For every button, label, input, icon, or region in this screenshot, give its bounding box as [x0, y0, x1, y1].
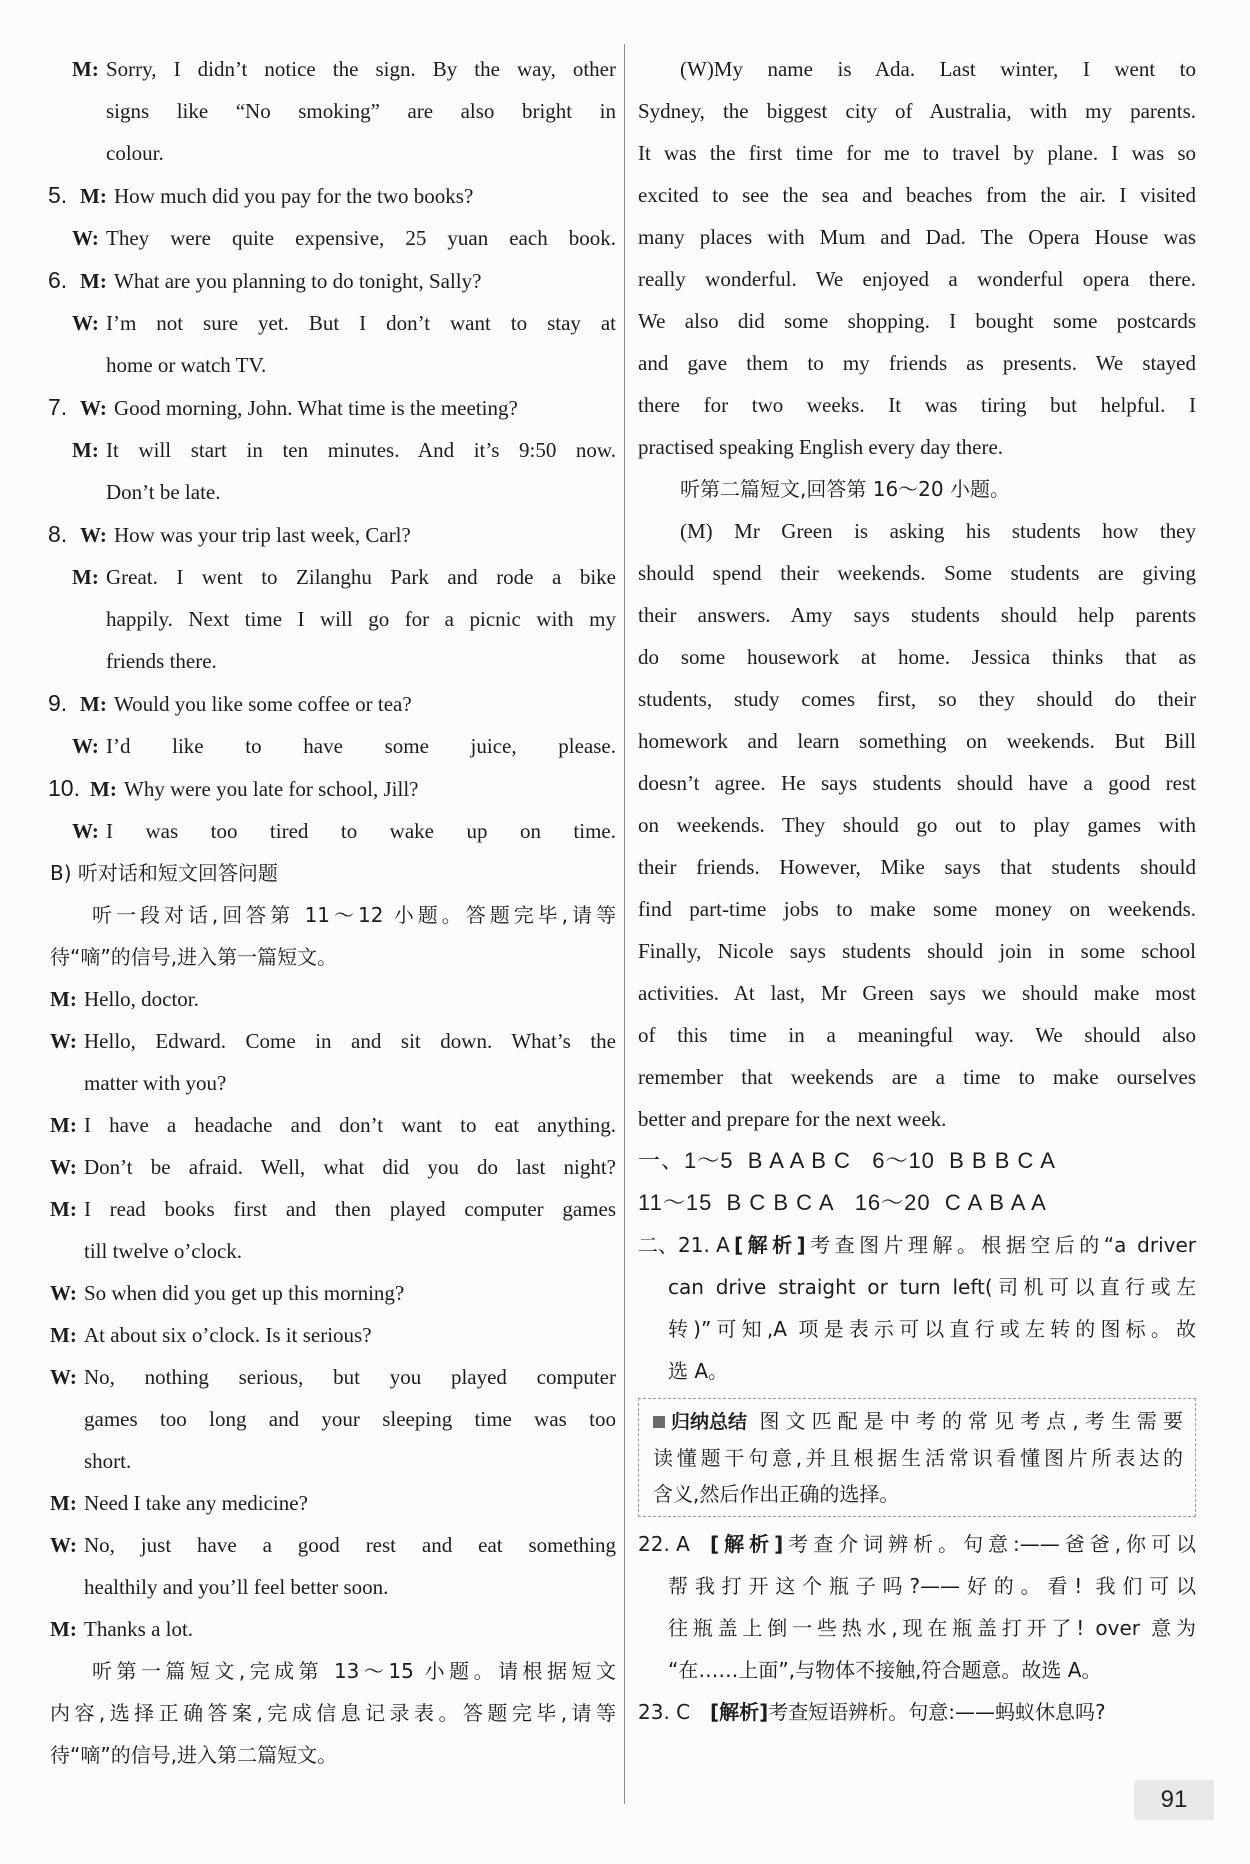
column-divider: [624, 44, 625, 1804]
line-text: So when did you get up this morning?: [84, 1281, 405, 1305]
question-number: 5.: [48, 182, 68, 208]
dialogue-line: [60, 302, 616, 344]
dialogue-line: [48, 513, 616, 556]
line-text: Hello, Edward. Come in and sit down. What’s the: [84, 1029, 616, 1053]
line-text: colour.: [106, 141, 164, 165]
speaker-label: M:: [80, 692, 107, 716]
line-text: B) 听对话和短文回答问题: [50, 861, 278, 885]
passage-line: do some housework at home. Jessica thinks that as: [638, 645, 1196, 669]
dialogue-line: [50, 1104, 616, 1146]
line-text: short.: [84, 1449, 132, 1473]
speaker-label: M:: [72, 57, 99, 81]
line-text: No, nothing serious, but you played computer: [84, 1365, 616, 1389]
passage-line: their answers. Amy says students should help parents: [638, 603, 1196, 627]
summary-icon: [653, 1416, 665, 1428]
passage-line: remember that weekends are a time to make ourselves: [638, 1065, 1196, 1089]
passage-line: activities. At last, Mr Green says we should make most: [638, 981, 1196, 1005]
line-text: Great. I went to Zilanghu Park and rode a bike: [106, 565, 616, 589]
dialogue-line: [50, 852, 616, 894]
line-text: Need I take any medicine?: [84, 1491, 308, 1515]
left-column: [48, 48, 616, 1776]
question-23-label: 23. C: [638, 1700, 691, 1724]
dialogue-line: [48, 174, 616, 217]
dialogue-line: [60, 217, 616, 259]
question-number: 10.: [48, 775, 80, 801]
explanation-line: [解析]考查介词辨析。句意:——爸爸,你可以: [710, 1532, 1196, 1556]
line-text: At about six o’clock. Is it serious?: [84, 1323, 372, 1347]
passage-line: students, study comes first, so they should do their: [638, 687, 1196, 711]
passage-line: better and prepare for the next week.: [638, 1107, 947, 1131]
line-text: games too long and your sleeping time was too: [84, 1407, 616, 1431]
passage-line: and gave them to my friends as presents. We stayed: [638, 351, 1196, 375]
line-text: Good morning, John. What time is the meeting?: [114, 396, 518, 420]
speaker-label: W:: [50, 1155, 77, 1179]
dialogue-line: [60, 1566, 616, 1608]
dialogue-line: [48, 682, 616, 725]
dialogue-line: [50, 1314, 616, 1356]
question-21-explanation: [638, 1224, 1196, 1392]
passage-line: their friends. However, Mike says that students should: [638, 855, 1196, 879]
passage-line: practised speaking English every day there.: [638, 435, 1004, 459]
passage-line: on weekends. They should go out to play games with: [638, 813, 1196, 837]
speaker-label: W:: [72, 226, 99, 250]
dialogue-line: [60, 471, 616, 513]
analysis-tag: [解析]: [710, 1532, 784, 1556]
dialogue-line: [60, 894, 616, 936]
dialogue-line: [50, 1734, 616, 1776]
speaker-label: M:: [50, 1617, 77, 1641]
explanation-line: can drive straight or turn left(司机可以直行或左: [668, 1275, 1196, 1299]
summary-box: [638, 1398, 1196, 1517]
line-text: 待“嘀”的信号,进入第二篇短文。: [50, 1743, 338, 1767]
speaker-label: M:: [90, 777, 117, 801]
question-number: 8.: [48, 521, 68, 547]
speaker-label: M:: [80, 184, 107, 208]
dialogue-line: [60, 132, 616, 174]
question-number: 7.: [48, 394, 68, 420]
right-column: [638, 48, 1196, 1733]
dialogue-line: [48, 259, 616, 302]
passage-line: many places with Mum and Dad. The Opera House was: [638, 225, 1196, 249]
speaker-label: W:: [50, 1365, 77, 1389]
passage-line: (W)My name is Ada. Last winter, I went to: [680, 57, 1196, 81]
summary-line-2: 读懂题干句意,并且根据生活常识看懂图片所表达的: [653, 1446, 1183, 1470]
analysis-tag: [解析]: [734, 1233, 806, 1257]
passage-line: homework and learn something on weekends. But Bill: [638, 729, 1196, 753]
line-text: home or watch TV.: [106, 353, 267, 377]
dialogue-line: [60, 1062, 616, 1104]
passage-line: It was the first time for me to travel by plane. I was so: [638, 141, 1196, 165]
line-text: 听一段对话,回答第 11～12 小题。答题完毕,请等: [92, 903, 616, 927]
line-text: 内容,选择正确答案,完成信息记录表。答题完毕,请等: [50, 1701, 616, 1725]
line-text: I have a headache and don’t want to eat anything.: [84, 1113, 616, 1137]
dialogue-line: [50, 1692, 616, 1734]
dialogue-line: [48, 386, 616, 429]
passage-two: [638, 510, 1196, 1140]
speaker-label: W:: [50, 1533, 77, 1557]
dialogue-line: [60, 1398, 616, 1440]
dialogue-line: [60, 725, 616, 767]
dialogue-line: [50, 1524, 616, 1566]
speaker-label: W:: [72, 819, 99, 843]
question-21-label: 二、21. A: [638, 1233, 730, 1257]
dialogue-line: [50, 1272, 616, 1314]
line-text: I was too tired to wake up on time.: [106, 819, 616, 843]
question-23-line: 考查短语辨析。句意:——蚂蚁休息吗?: [768, 1700, 1106, 1724]
speaker-label: M:: [50, 1197, 77, 1221]
line-text: friends there.: [106, 649, 217, 673]
dialogue-line: [60, 48, 616, 90]
speaker-label: W:: [80, 523, 107, 547]
speaker-label: M:: [50, 1113, 77, 1137]
passage-line: really wonderful. We enjoyed a wonderful opera there.: [638, 267, 1196, 291]
line-text: No, just have a good rest and eat something: [84, 1533, 616, 1557]
explanation-line: “在……上面”,与物体不接触,符合题意。故选 A。: [668, 1658, 1102, 1682]
line-text: Thanks a lot.: [84, 1617, 194, 1641]
passage-one: [638, 48, 1196, 468]
line-text: healthily and you’ll feel better soon.: [84, 1575, 389, 1599]
line-text: Would you like some coffee or tea?: [114, 692, 412, 716]
line-text: 待“嘀”的信号,进入第一篇短文。: [50, 945, 338, 969]
speaker-label: W:: [72, 734, 99, 758]
dialogue-line: [60, 429, 616, 471]
instruction-passage-two: 听第二篇短文,回答第 16～20 小题。: [680, 477, 1010, 501]
dialogue-line: [60, 640, 616, 682]
passage-line: excited to see the sea and beaches from the air. I visited: [638, 183, 1196, 207]
passage-line: (M) Mr Green is asking his students how they: [680, 519, 1196, 543]
passage-line: Finally, Nicole says students should join in some school: [638, 939, 1196, 963]
dialogue-line: [60, 1440, 616, 1482]
line-text: 听第一篇短文,完成第 13～15 小题。请根据短文: [92, 1659, 616, 1683]
passage-line: there for two weeks. It was tiring but helpful. I: [638, 393, 1196, 417]
line-text: matter with you?: [84, 1071, 227, 1095]
speaker-label: M:: [80, 269, 107, 293]
line-text: How was your trip last week, Carl?: [114, 523, 411, 547]
line-text: It will start in ten minutes. And it’s 9:50 now.: [106, 438, 616, 462]
line-text: How much did you pay for the two books?: [114, 184, 474, 208]
page-number: 91: [1134, 1780, 1214, 1820]
line-text: signs like “No smoking” are also bright in: [106, 99, 616, 123]
explanation-line: 转)”可知,A 项是表示可以直行或左转的图标。故: [668, 1317, 1196, 1341]
passage-line: should spend their weekends. Some students are giving: [638, 561, 1196, 585]
dialogue-line: [50, 1146, 616, 1188]
question-22-explanation: [638, 1523, 1196, 1691]
dialogue-line: [60, 810, 616, 852]
line-text: They were quite expensive, 25 yuan each book.: [106, 226, 616, 250]
dialogue-line: [60, 1650, 616, 1692]
passage-line: Sydney, the biggest city of Australia, with my parents.: [638, 99, 1196, 123]
speaker-label: M:: [50, 1323, 77, 1347]
line-text: Don’t be late.: [106, 480, 221, 504]
dialogue-line: [60, 1230, 616, 1272]
explanation-line: [解析]考查图片理解。根据空后的“a driver: [734, 1233, 1196, 1257]
line-text: Hello, doctor.: [84, 987, 199, 1011]
dialogue-line: [60, 90, 616, 132]
line-text: I read books first and then played computer games: [84, 1197, 616, 1221]
dialogue-line: [50, 978, 616, 1020]
explanation-line: 往瓶盖上倒一些热水,现在瓶盖打开了! over 意为: [668, 1616, 1196, 1640]
summary-title: 归纳总结: [653, 1404, 747, 1440]
line-text: till twelve o’clock.: [84, 1239, 243, 1263]
explanation-line: 帮我打开这个瓶子吗?——好的。看! 我们可以: [668, 1574, 1196, 1598]
question-number: 9.: [48, 690, 68, 716]
passage-line: We also did some shopping. I bought some postcards: [638, 309, 1196, 333]
dialogue-line: [50, 1608, 616, 1650]
answer-key-2: 11～15 B C B C A 16～20 C A B A A: [638, 1190, 1047, 1215]
dialogue-line: [60, 344, 616, 386]
summary-line-1: 图文匹配是中考的常见考点,考生需要: [759, 1409, 1183, 1433]
passage-line: find part-time jobs to make some money on weekends.: [638, 897, 1196, 921]
analysis-tag: [解析]: [710, 1700, 769, 1724]
question-22-label: 22. A: [638, 1532, 690, 1556]
line-text: What are you planning to do tonight, Sally?: [114, 269, 482, 293]
speaker-label: W:: [50, 1029, 77, 1053]
answer-key-1: 一、1～5 B A A B C 6～10 B B B C A: [638, 1148, 1056, 1173]
speaker-label: M:: [72, 438, 99, 462]
passage-line: doesn’t agree. He says students should have a good rest: [638, 771, 1196, 795]
question-23-explanation: [638, 1691, 1196, 1733]
dialogue-line: [50, 1020, 616, 1062]
line-text: happily. Next time I will go for a picnic with my: [106, 607, 616, 631]
dialogue-line: [60, 556, 616, 598]
speaker-label: W:: [80, 396, 107, 420]
dialogue-line: [60, 598, 616, 640]
dialogue-line: [50, 936, 616, 978]
line-text: I’d like to have some juice, please.: [106, 734, 616, 758]
passage-line: of this time in a meaningful way. We should also: [638, 1023, 1196, 1047]
summary-line-3: 含义,然后作出正确的选择。: [653, 1482, 900, 1506]
speaker-label: M:: [72, 565, 99, 589]
question-number: 6.: [48, 267, 68, 293]
speaker-label: W:: [72, 311, 99, 335]
line-text: Don’t be afraid. Well, what did you do last night?: [84, 1155, 616, 1179]
dialogue-line: [48, 767, 616, 810]
line-text: Sorry, I didn’t notice the sign. By the way, other: [106, 57, 616, 81]
line-text: I’m not sure yet. But I don’t want to stay at: [106, 311, 616, 335]
line-text: Why were you late for school, Jill?: [124, 777, 419, 801]
dialogue-line: [50, 1188, 616, 1230]
dialogue-line: [50, 1356, 616, 1398]
speaker-label: M:: [50, 1491, 77, 1515]
explanation-line: 选 A。: [668, 1359, 729, 1383]
speaker-label: W:: [50, 1281, 77, 1305]
dialogue-line: [50, 1482, 616, 1524]
speaker-label: M:: [50, 987, 77, 1011]
